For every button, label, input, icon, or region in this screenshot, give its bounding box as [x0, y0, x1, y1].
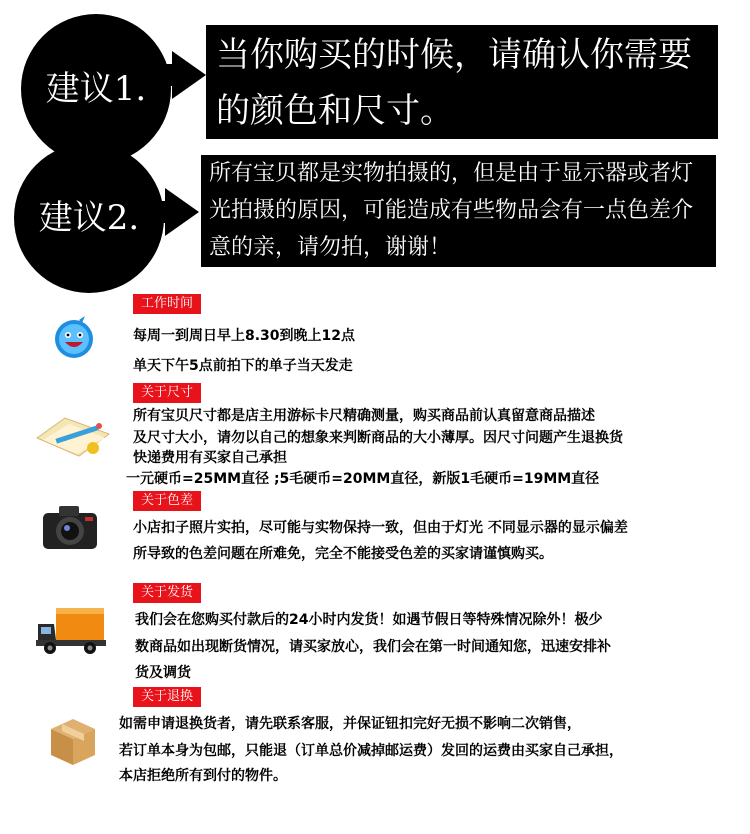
section-size-title: 关于尺寸 [133, 383, 201, 403]
size-line-3: 快递费用有买家自己承担 [133, 450, 287, 466]
ruler-paper-icon [35, 410, 115, 460]
suggestion-1-badge-label: 建议1. [45, 69, 147, 109]
camera-icon [41, 503, 99, 551]
suggestion-1-text: 当你购买的时候，请确认你需要的颜色和尺寸。 [216, 35, 692, 131]
suggestion-2-badge-label: 建议2. [38, 198, 140, 238]
hours-line-2: 单天下午5点前拍下的单子当天发走 [133, 358, 353, 374]
suggestion-2-text: 所有宝贝都是实物拍摄的，但是由于显示器或者灯光拍摄的原因，可能造成有些物品会有一点色差介意的亲，请勿拍，谢谢！ [209, 161, 694, 260]
box-icon [47, 715, 99, 767]
section-color-title: 关于色差 [133, 491, 201, 511]
size-line-1: 所有宝贝尺寸都是店主用游标卡尺精确测量，购买商品前认真留意商品描述 [133, 408, 595, 424]
section-returns-title: 关于退换 [133, 687, 201, 707]
returns-line-3: 本店拒绝所有到付的物件。 [119, 768, 287, 784]
suggestion-2-text-box [201, 155, 716, 267]
color-line-1: 小店扣子照片实拍，尽可能与实物保持一致，但由于灯光 不同显示器的显示偏差 [133, 520, 628, 536]
returns-line-1: 如需申请退换货者，请先联系客服，并保证钮扣完好无损不影响二次销售， [119, 716, 581, 732]
section-hours-title: 工作时间 [133, 294, 201, 314]
color-line-2: 所导致的色差问题在所难免，完全不能接受色差的买家请谨慎购买。 [133, 546, 553, 562]
section-shipping-title: 关于发货 [133, 583, 201, 603]
size-line-2: 及尺寸大小，请勿以自己的想象来判断商品的大小薄厚。因尺寸问题产生退换货 [133, 430, 623, 446]
shipping-line-2: 数商品如出现断货情况，请买家放心，我们会在第一时间通知您，迅速安排补 [135, 639, 611, 655]
suggestion-2-arrow-icon [165, 188, 199, 236]
shipping-line-3: 货及调货 [135, 665, 191, 681]
smiley-globe-icon [52, 316, 96, 360]
size-line-4: 一元硬币=25MM直径 ;5毛硬币=20MM直径，新版1毛硬币=19MM直径 [126, 471, 600, 487]
suggestion-2-badge [14, 143, 164, 293]
suggestion-1-arrow-icon [172, 51, 206, 99]
suggestion-1-badge [21, 14, 171, 164]
shipping-line-1: 我们会在您购买付款后的24小时内发货！如遇节假日等特殊情况除外！极少 [135, 612, 603, 628]
suggestion-1-text-box [206, 25, 718, 139]
returns-line-2: 若订单本身为包邮，只能退（订单总价减掉邮运费）发回的运费由买家自己承担， [119, 743, 623, 759]
truck-icon [36, 604, 108, 656]
hours-line-1: 每周一到周日早上8.30到晚上12点 [133, 328, 356, 344]
